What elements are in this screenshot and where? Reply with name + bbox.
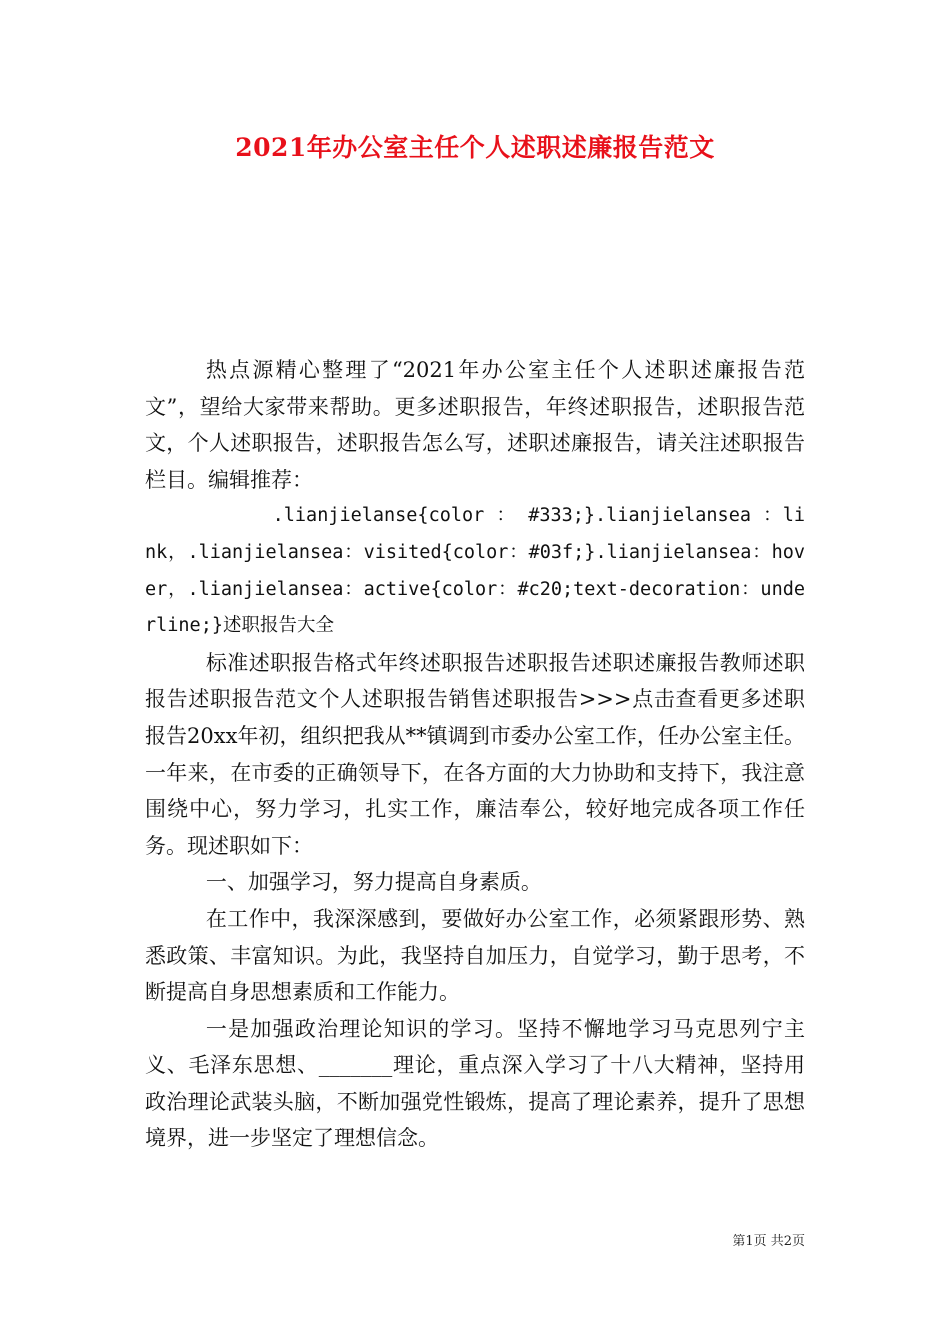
- document-body: [145, 352, 805, 1157]
- section-paragraph: 一是加强政治理论知识的学习。坚持不懈地学习马克思列宁主义、毛泽东思想、_______理论，重点深入学习了十八大精神，坚持用政治理论武装头脑，不断加强党性锻炼，提高了理论素养，提升了思想境界，进一步坚定了理想信念。: [145, 1016, 805, 1151]
- recommendation-paragraph: 标准述职报告格式年终述职报告述职报告述职述廉报告教师述职报告述职报告范文个人述职报告销售述职报告>>>点击查看更多述职报告20xx年初，组织把我从**镇调到市委办公室工作，任办公室主任。一年来，在市委的正确领导下，在各方面的大力协助和支持下，我注意围绕中心，努力学习，扎实工作，廉洁奉公，较好地完成各项工作任务。现述职如下：: [145, 650, 805, 858]
- section-heading: 一、加强学习，努力提高自身素质。: [205, 870, 542, 895]
- intro-paragraph: 热点源精心整理了“2021年办公室主任个人述职述廉报告范文”，望给大家带来帮助。更多述职报告，年终述职报告，述职报告范文，个人述职报告，述职报告怎么写，述职述廉报告，请关注述职报告栏目。编辑推荐：: [145, 358, 805, 492]
- css-code-paragraph: .lianjielanse{color ： #333;}.lianjielansea ：link，.lianjielansea：visited{color：#03f;}.lianjielansea：hover，.lianjielansea：active{color：#c20;text-decoration：underline;}述职报告大全: [145, 505, 805, 637]
- section-paragraph: 在工作中，我深深感到，要做好办公室工作，必须紧跟形势、熟悉政策、丰富知识。为此，我坚持自加压力，自觉学习，勤于思考，不断提高自身思想素质和工作能力。: [145, 906, 805, 1005]
- document-title: 2021年办公室主任个人述职述廉报告范文: [235, 133, 715, 162]
- page-number: 第1页 共2页: [732, 1234, 805, 1249]
